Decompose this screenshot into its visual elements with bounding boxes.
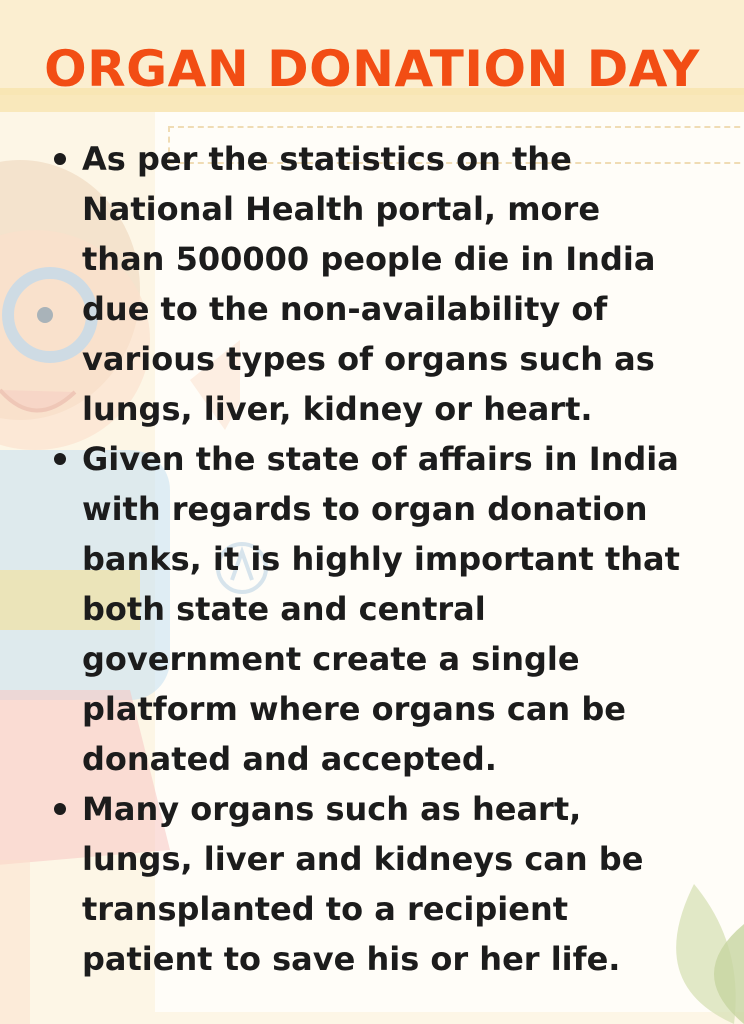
text-line: lungs, liver and kidneys can be	[82, 840, 644, 878]
text-line: government create a single	[82, 640, 580, 678]
text-line: As per the statistics on the	[82, 140, 572, 178]
text-line: both state and central	[82, 590, 486, 628]
bullet-dot-icon	[54, 803, 66, 815]
text-line: transplanted to a recipient	[82, 890, 569, 928]
bullet-dot-icon	[54, 453, 66, 465]
bullet-item	[48, 784, 738, 984]
text-line: with regards to organ donation	[82, 490, 648, 528]
page-title: ORGAN DONATION DAY	[44, 40, 700, 98]
bullet-dot-icon	[54, 153, 66, 165]
bullet-item	[48, 434, 738, 784]
text-line: platform where organs can be	[82, 690, 626, 728]
text-line: National Health portal, more	[82, 190, 601, 228]
bullet-item	[48, 134, 738, 434]
text-line: due to the non-availability of	[82, 290, 608, 328]
text-line: various types of organs such as	[82, 340, 655, 378]
text-line: patient to save his or her life.	[82, 940, 621, 978]
text-line: donated and accepted.	[82, 740, 497, 778]
text-line: banks, it is highly important that	[82, 540, 680, 578]
text-line: lungs, liver, kidney or heart.	[82, 390, 593, 428]
text-line: Many organs such as heart,	[82, 790, 582, 828]
text-line: Given the state of affairs in India	[82, 440, 679, 478]
text-line: than 500000 people die in India	[82, 240, 656, 278]
bullet-list	[48, 134, 738, 984]
